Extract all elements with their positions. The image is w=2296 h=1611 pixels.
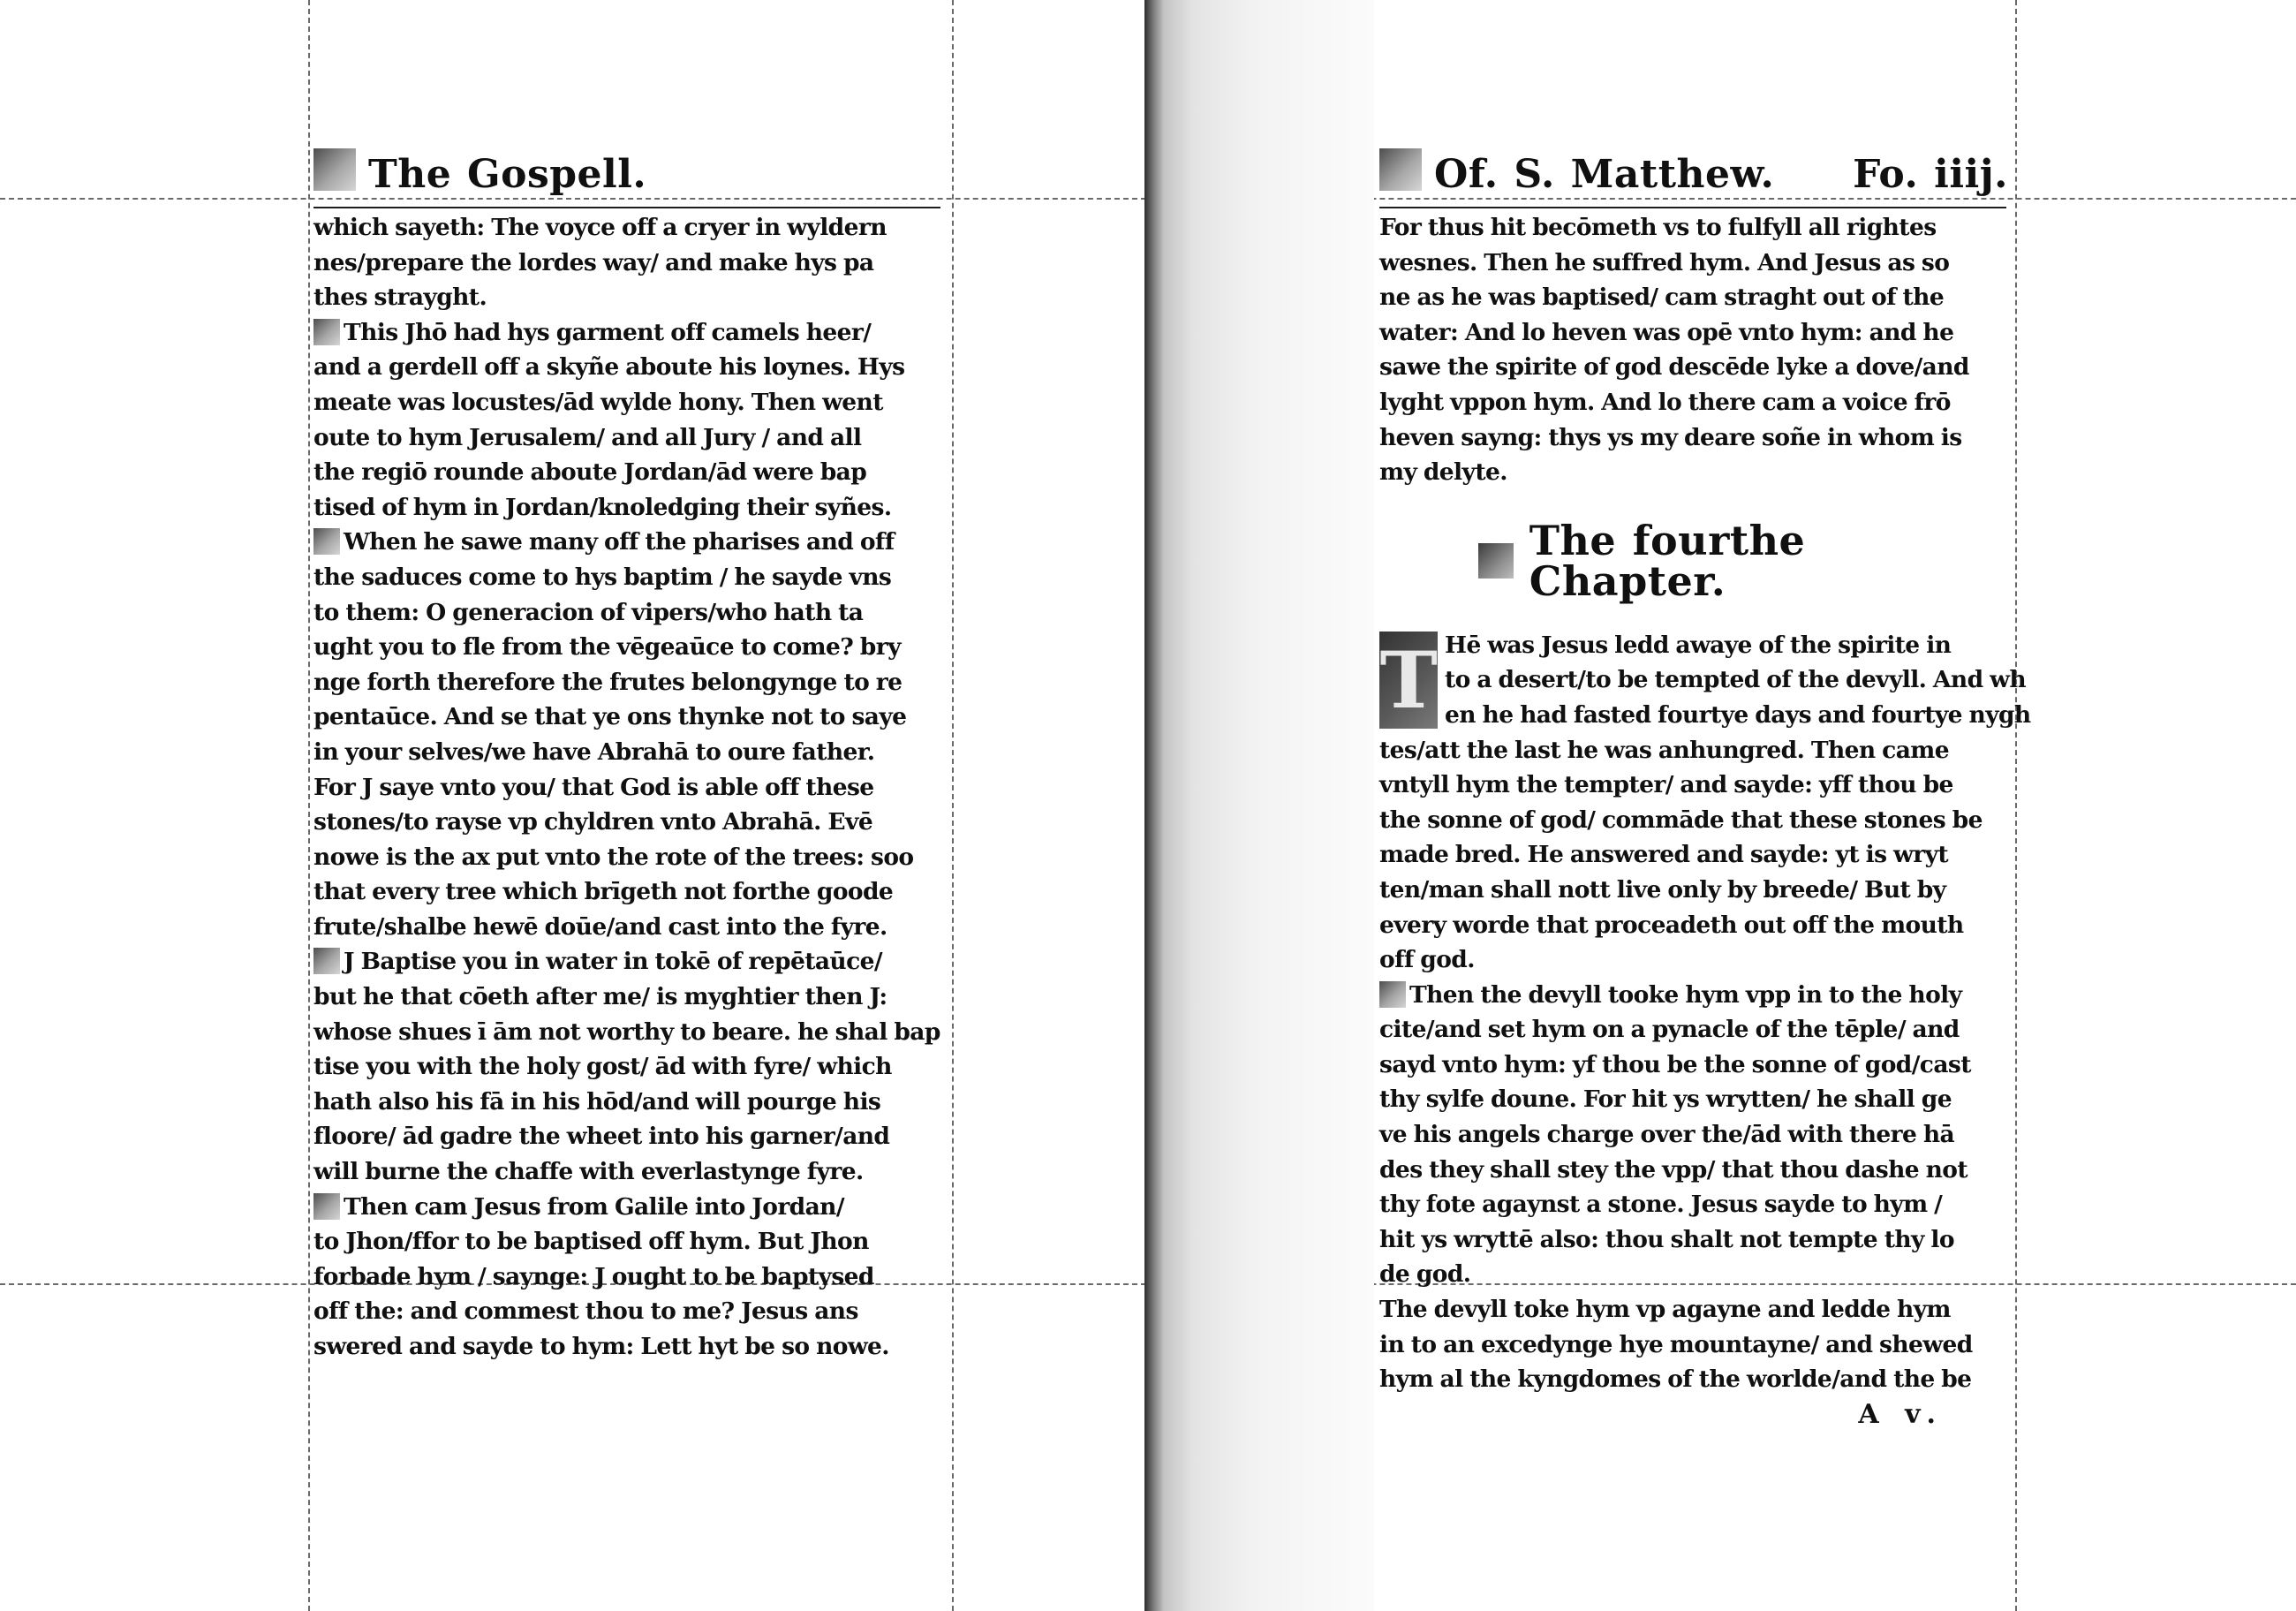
- text-line: that every tree which brīgeth not forthe goode: [313, 878, 894, 906]
- text-line: [313, 944, 949, 979]
- text-line: will burne the chaffe with everlastynge fyre.: [313, 1158, 864, 1186]
- text-line: The devyll toke hym vp agayne and ledde hym: [1379, 1296, 1951, 1324]
- text-line: nowe is the ax put vnto the rote of the trees: soo: [313, 843, 914, 871]
- text-line: hym al the kyngdomes of the worlde/and the be: [1379, 1365, 1972, 1394]
- right-page: [1379, 132, 2031, 1432]
- text-line: floore/ ād gadre the wheet into his garner/and: [313, 1123, 890, 1151]
- text-span: J Baptise you in water in tokē of repētaūce/: [344, 948, 882, 976]
- text-line: the saduces come to hys baptim / he sayde vns: [313, 563, 892, 591]
- pilcrow-icon: [313, 528, 340, 555]
- text-line: in your selves/we have Abrahā to oure father.: [313, 737, 875, 766]
- text-line: to them: O generacion of vipers/who hath ta: [313, 598, 864, 626]
- text-line: whose shues ī ām not worthy to beare. he shal bap: [313, 1017, 940, 1046]
- text-line: the sonne of god/ commāde that these stones be: [1379, 806, 1983, 834]
- text-line: water: And lo heven was opē vnto hym: and he: [1379, 318, 1954, 346]
- chapter-opening: [1379, 628, 2031, 733]
- text-span: This Jhō had hys garment off camels heer/: [344, 318, 872, 346]
- head-rule: [313, 207, 940, 208]
- guide-line: [2015, 0, 2017, 1611]
- text-line: which sayeth: The voyce off a cryer in wyldern: [313, 214, 887, 241]
- text-line: off the: and commest thou to me? Jesus ans: [313, 1297, 858, 1326]
- pilcrow-icon: [313, 948, 340, 974]
- pilcrow-icon: [1478, 543, 1514, 579]
- text-line: and a gerdell off a skyñe aboute his loynes. Hys: [313, 353, 905, 382]
- text-line: thy sylfe doune. For hit ys wrytten/ he shall ge: [1379, 1085, 1952, 1114]
- head-rule: [1379, 207, 2006, 208]
- chapter-heading: [1478, 516, 2015, 605]
- text-line: nes/prepare the lordes way/ and make hys pa: [313, 248, 874, 276]
- running-head-title: The Gospell.: [368, 152, 647, 197]
- signature-mark: A v.: [1858, 1398, 1945, 1430]
- running-head: [313, 132, 949, 197]
- text-line: For thus hit becōmeth vs to fulfyll all rightes: [1379, 214, 1937, 241]
- text-line: Hē was Jesus ledd awaye of the spirite in: [1445, 631, 1952, 659]
- text-line: sawe the spirite of god descēde lyke a dove/and: [1379, 353, 1969, 382]
- text-line: swered and sayde to hym: Lett hyt be so nowe.: [313, 1333, 889, 1360]
- text-line: every worde that proceadeth out off the mouth: [1379, 911, 1964, 939]
- text-line: frute/shalbe hewē doūe/and cast into the fyre.: [313, 912, 887, 941]
- text-span: When he sawe many off the pharises and off: [344, 528, 895, 556]
- text-line: cite/and set hym on a pynacle of the tēple/ and: [1379, 1016, 1960, 1044]
- text-line: oute to hym Jerusalem/ and all Jury / and all: [313, 423, 862, 451]
- text-line: des they shall stey the vpp/ that thou dashe not: [1379, 1155, 1968, 1184]
- text-line: thes strayght.: [313, 284, 487, 312]
- text-line: pentaūce. And se that ye ons thynke not to saye: [313, 703, 907, 731]
- drop-cap-lines: [1445, 628, 2031, 733]
- text-line: For J saye vnto you/ that God is able off these: [313, 773, 874, 801]
- text-line: wesnes. Then he suffred hym. And Jesus as so: [1379, 248, 1950, 276]
- drop-cap: T: [1379, 632, 1438, 729]
- text-line: forbade hym / saynge: J ought to be baptysed: [313, 1262, 874, 1290]
- guide-line: [952, 0, 954, 1611]
- text-span: Then cam Jesus from Galile into Jordan/: [344, 1192, 844, 1221]
- text-line: lyght vppon hym. And lo there cam a voice frō: [1379, 388, 1951, 416]
- text-span: Then the devyll tooke hym vpp in to the holy: [1409, 980, 1962, 1009]
- running-head: [1379, 132, 2015, 197]
- running-head-title: Of. S. Matthew.: [1434, 152, 1775, 197]
- text-line: ve his angels charge over the/ād with there hā: [1379, 1121, 1955, 1149]
- text-line: off god.: [1379, 946, 1475, 974]
- text-line: to a desert/to be tempted of the devyll. And wh: [1445, 666, 2026, 694]
- text-line: in to an excedynge hye mountayne/ and shewed: [1379, 1330, 1973, 1358]
- text-line: heven sayng: thys ys my deare soñe in whom is: [1379, 423, 1962, 451]
- guide-line: [308, 0, 310, 1611]
- text-line: my delyte.: [1379, 458, 1507, 487]
- text-line: tes/att the last he was anhungred. Then came: [1379, 736, 1949, 764]
- text-line: [313, 315, 949, 351]
- text-line: nge forth therefore the frutes belongynge to re: [313, 668, 903, 696]
- pilcrow-icon: [313, 319, 340, 345]
- pilcrow-icon: [1379, 981, 1406, 1008]
- left-page: [313, 132, 949, 1365]
- text-line: to Jhon/ffor to be baptised off hym. But Jhon: [313, 1228, 869, 1256]
- text-line: made bred. He answered and sayde: yt is wryt: [1379, 841, 1949, 869]
- text-line: tise you with the holy gost/ ād with fyre/ which: [313, 1053, 892, 1081]
- text-line: [313, 1190, 949, 1225]
- folio-number: Fo. iiij.: [1853, 152, 2008, 197]
- pilcrow-icon: [1379, 148, 1422, 191]
- pilcrow-icon: [313, 148, 356, 191]
- text-line: ught you to fle from the vēgeaūce to come? bry: [313, 633, 901, 662]
- text-line: [1379, 978, 2015, 1013]
- text-line: en he had fasted fourtye days and fourtye nygh: [1445, 700, 2031, 729]
- text-line: ne as he was baptised/ cam straght out of the: [1379, 284, 1945, 312]
- text-line: but he that cōeth after me/ is myghtier then J:: [313, 983, 887, 1011]
- text-line: sayd vnto hym: yf thou be the sonne of god/cast: [1379, 1050, 1971, 1078]
- text-line: stones/to rayse vp chyldren vnto Abrahā. Evē: [313, 808, 873, 836]
- text-line: ten/man shall nott live only by breede/ But by: [1379, 875, 1946, 904]
- text-line: vntyll hym the tempter/ and sayde: yff thou be: [1379, 771, 1953, 799]
- text-line: hath also his fā in his hōd/and will pourge his: [313, 1087, 881, 1116]
- text-line: hit ys wryttē also: thou shalt not tempte thy lo: [1379, 1225, 1954, 1253]
- pilcrow-icon: [313, 1193, 340, 1220]
- text-line: tised of hym in Jordan/knoledging their syñes.: [313, 493, 892, 521]
- text-line: meate was locustes/ād wylde hony. Then went: [313, 388, 883, 416]
- text-line: the regiō rounde aboute Jordan/ād were bap: [313, 458, 867, 487]
- text-line: thy fote agaynst a stone. Jesus sayde to hym /: [1379, 1191, 1943, 1219]
- book-gutter-shadow: [1144, 0, 1374, 1611]
- text-line: [313, 525, 949, 560]
- chapter-heading-text: The fourthe Chapter.: [1529, 516, 1806, 605]
- text-line: de god.: [1379, 1260, 1471, 1289]
